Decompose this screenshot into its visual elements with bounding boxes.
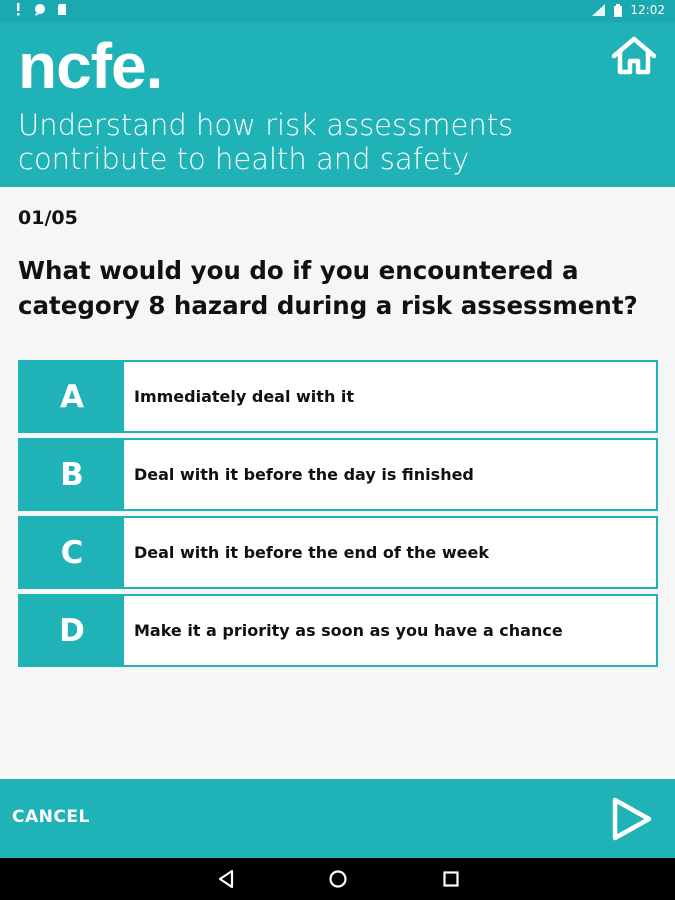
alert-icon — [12, 3, 24, 16]
home-circle-icon[interactable] — [327, 868, 349, 890]
status-bar — [0, 0, 675, 22]
recents-icon[interactable] — [440, 868, 462, 890]
answer-options — [18, 360, 658, 672]
back-icon[interactable] — [215, 868, 237, 890]
option-letter: C — [20, 518, 124, 587]
cancel-button[interactable]: CANCEL — [12, 807, 90, 827]
home-icon — [611, 36, 657, 76]
option-letter: B — [20, 440, 124, 509]
status-right-icons — [592, 3, 665, 17]
wifi-icon — [592, 4, 606, 17]
next-button[interactable] — [611, 797, 653, 841]
question-counter: 01/05 — [18, 207, 78, 229]
ncfe-logo: ncfe. — [18, 30, 163, 102]
option-text: Make it a priority as soon as you have a chance — [134, 621, 563, 640]
option-d[interactable] — [18, 594, 658, 667]
option-b[interactable] — [18, 438, 658, 511]
option-text: Deal with it before the end of the week — [134, 543, 489, 562]
option-text: Immediately deal with it — [134, 387, 355, 406]
footer — [0, 779, 675, 858]
topic-title: Understand how risk assessments contribute to health and safety — [18, 108, 514, 176]
chat-icon — [34, 3, 46, 16]
sd-card-icon — [56, 3, 68, 16]
quiz-content — [0, 187, 675, 779]
status-left-icons — [12, 3, 68, 16]
question-text: What would you do if you encountered a category 8 hazard during a risk assessment? — [18, 256, 638, 320]
option-letter: D — [20, 596, 124, 665]
option-a[interactable] — [18, 360, 658, 433]
header — [0, 22, 675, 187]
home-button[interactable] — [611, 36, 657, 76]
option-c[interactable] — [18, 516, 658, 589]
option-text: Deal with it before the day is finished — [134, 465, 474, 484]
system-nav-bar — [0, 858, 675, 900]
play-next-icon — [611, 797, 653, 841]
status-time: 12:02 — [630, 3, 665, 17]
option-letter: A — [20, 362, 124, 431]
battery-icon — [614, 4, 622, 17]
